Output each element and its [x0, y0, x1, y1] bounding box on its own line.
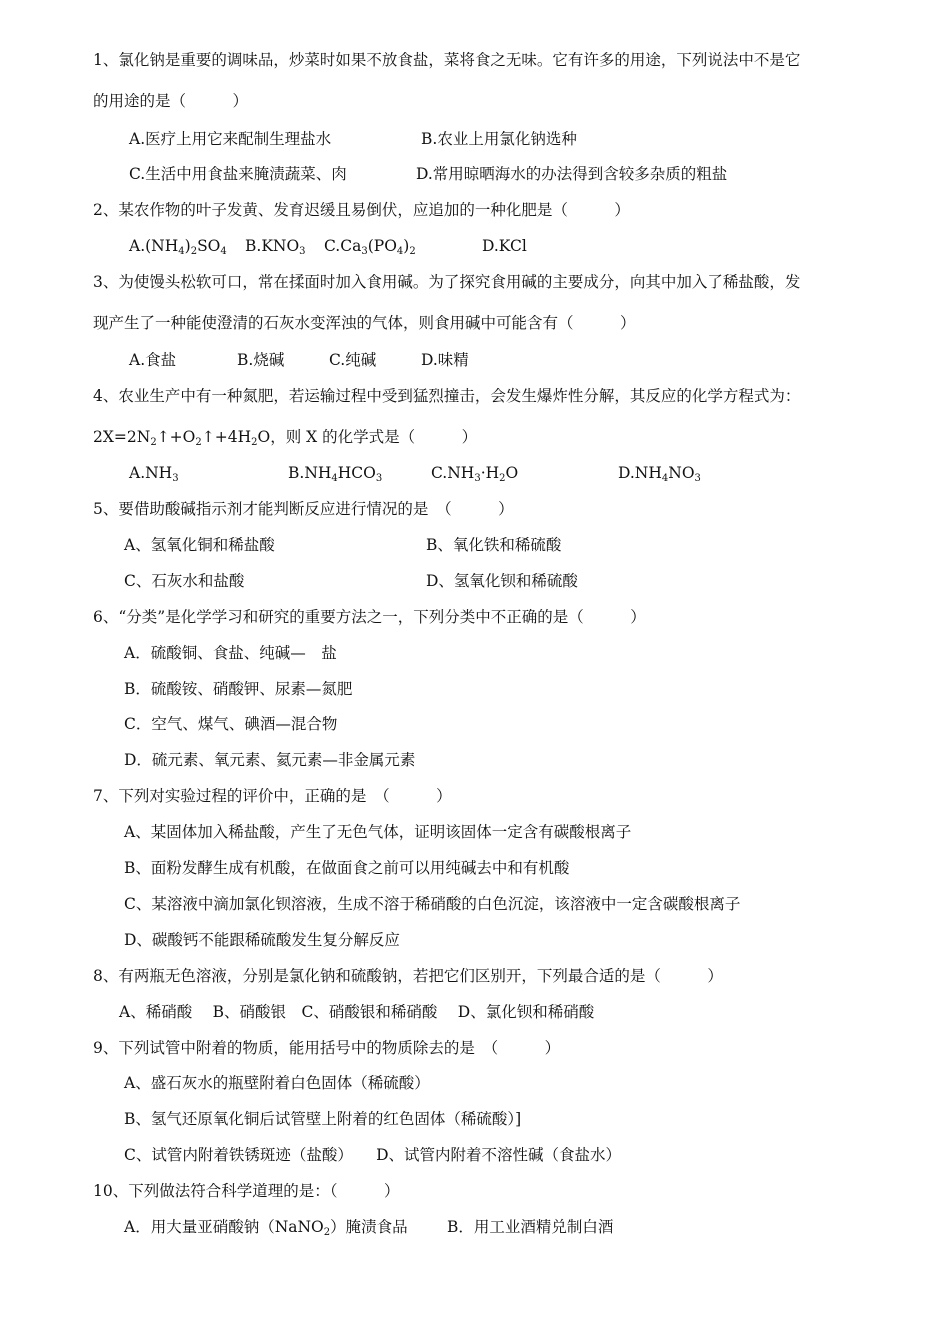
q6-stem: 6、“分类”是化学学习和研究的重要方法之一，下列分类中不正确的是（ ）	[93, 608, 646, 626]
q7-option-d: D、碳酸钙不能跟稀硫酸发生复分解反应	[124, 931, 400, 949]
q10-option-b: B．用工业酒精兑制白酒	[447, 1218, 614, 1236]
q8-options: A、稀硝酸 B、硝酸银 C、硝酸银和稀硝酸 D、氯化钡和稀硝酸	[119, 1003, 595, 1021]
q3-stem-line2: 现产生了一种能使澄清的石灰水变浑浊的气体，则食用碱中可能含有（ ）	[93, 314, 636, 332]
q3-option-d: D.味精	[421, 351, 469, 369]
q4-option-c: $C.NH_3\cdot H_2O$	[431, 464, 519, 484]
q3-option-b: B.烧碱	[237, 351, 285, 369]
q4-stem-line1: 4、农业生产中有一种氮肥，若运输过程中受到猛烈撞击，会发生爆炸性分解，其反应的化学方程式为：	[93, 387, 801, 405]
q5-option-a: A、氢氧化铜和稀盐酸	[124, 536, 275, 554]
q1-stem-line1: 1、氯化钠是重要的调味品，炒菜时如果不放食盐，菜将食之无味。它有许多的用途，下列说法中不是它	[93, 51, 801, 69]
q4-option-a: $A.NH_3$	[129, 464, 179, 484]
q7-option-c: C、某溶液中滴加氯化钡溶液，生成不溶于稀硝酸的白色沉淀，该溶液中一定含碳酸根离子	[124, 895, 741, 913]
q1-stem-line2: 的用途的是（ ）	[93, 92, 249, 110]
q1-option-c: C.生活中用食盐来腌渍蔬菜、肉	[129, 165, 347, 183]
q5-stem: 5、要借助酸碱指示剂才能判断反应进行情况的是 （ ）	[93, 500, 514, 518]
q6-option-c: C．空气、煤气、碘酒—混合物	[124, 715, 338, 733]
q7-stem: 7、下列对实验过程的评价中，正确的是 （ ）	[93, 787, 452, 805]
q5-option-b: B、氧化铁和稀硫酸	[426, 536, 562, 554]
q6-option-b: B．硫酸铵、硝酸钾、尿素—氮肥	[124, 680, 353, 698]
q4-equation: $2X=2N_2↑+O_2↑+4H_2O$，则 X 的化学式是（ ）	[93, 428, 478, 448]
q4-option-b: $B.NH_4HCO_3$	[288, 464, 383, 484]
q9-option-b: B、氢气还原氧化铜后试管壁上附着的红色固体（稀硫酸）]	[124, 1110, 522, 1128]
q3-option-c: C.纯碱	[329, 351, 377, 369]
q10-option-a: A．用大量亚硝酸钠（NaNO$_2$）腌渍食品	[124, 1218, 408, 1238]
q8-stem: 8、有两瓶无色溶液，分别是氯化钠和硫酸钠，若把它们区别开，下列最合适的是（ ）	[93, 967, 723, 985]
q9-options-cd: C、试管内附着铁锈斑迹（盐酸） D、试管内附着不溶性碱（食盐水）	[124, 1146, 622, 1164]
q6-option-a: A．硫酸铜、食盐、纯碱— 盐	[124, 644, 337, 662]
q10-stem: 10、下列做法符合科学道理的是：（ ）	[93, 1182, 400, 1200]
q2-option-a: $A.(NH_4)_2SO_4$	[129, 237, 227, 257]
q7-option-b: B、面粉发酵生成有机酸，在做面食之前可以用纯碱去中和有机酸	[124, 859, 570, 877]
q4-option-d: $D.NH_4NO_3$	[618, 464, 701, 484]
q6-option-d: D．硫元素、氧元素、氦元素—非金属元素	[124, 751, 416, 769]
q2-option-c: $C.Ca_3(PO_4)_2$	[324, 237, 416, 257]
q1-option-b: B.农业上用氯化钠选种	[421, 130, 577, 148]
q2-option-b: $B.KNO_3$	[245, 237, 306, 257]
q3-option-a: A.食盐	[129, 351, 177, 369]
q2-option-d: D.KCl	[482, 237, 527, 255]
q5-option-d: D、氢氧化钡和稀硫酸	[426, 572, 578, 590]
q5-option-c: C、石灰水和盐酸	[124, 572, 245, 590]
q1-option-d: D.常用晾晒海水的办法得到含较多杂质的粗盐	[416, 165, 728, 183]
q2-stem: 2、某农作物的叶子发黄、发育迟缓且易倒伏，应追加的一种化肥是（ ）	[93, 201, 630, 219]
q9-stem: 9、下列试管中附着的物质，能用括号中的物质除去的是 （ ）	[93, 1039, 561, 1057]
q3-stem-line1: 3、为使馒头松软可口，常在揉面时加入食用碱。为了探究食用碱的主要成分，向其中加入了稀盐酸，发	[93, 273, 801, 291]
q7-option-a: A、某固体加入稀盐酸，产生了无色气体，证明该固体一定含有碳酸根离子	[124, 823, 632, 841]
q9-option-a: A、盛石灰水的瓶壁附着白色固体（稀硫酸）	[124, 1074, 430, 1092]
q1-option-a: A.医疗上用它来配制生理盐水	[129, 130, 332, 148]
